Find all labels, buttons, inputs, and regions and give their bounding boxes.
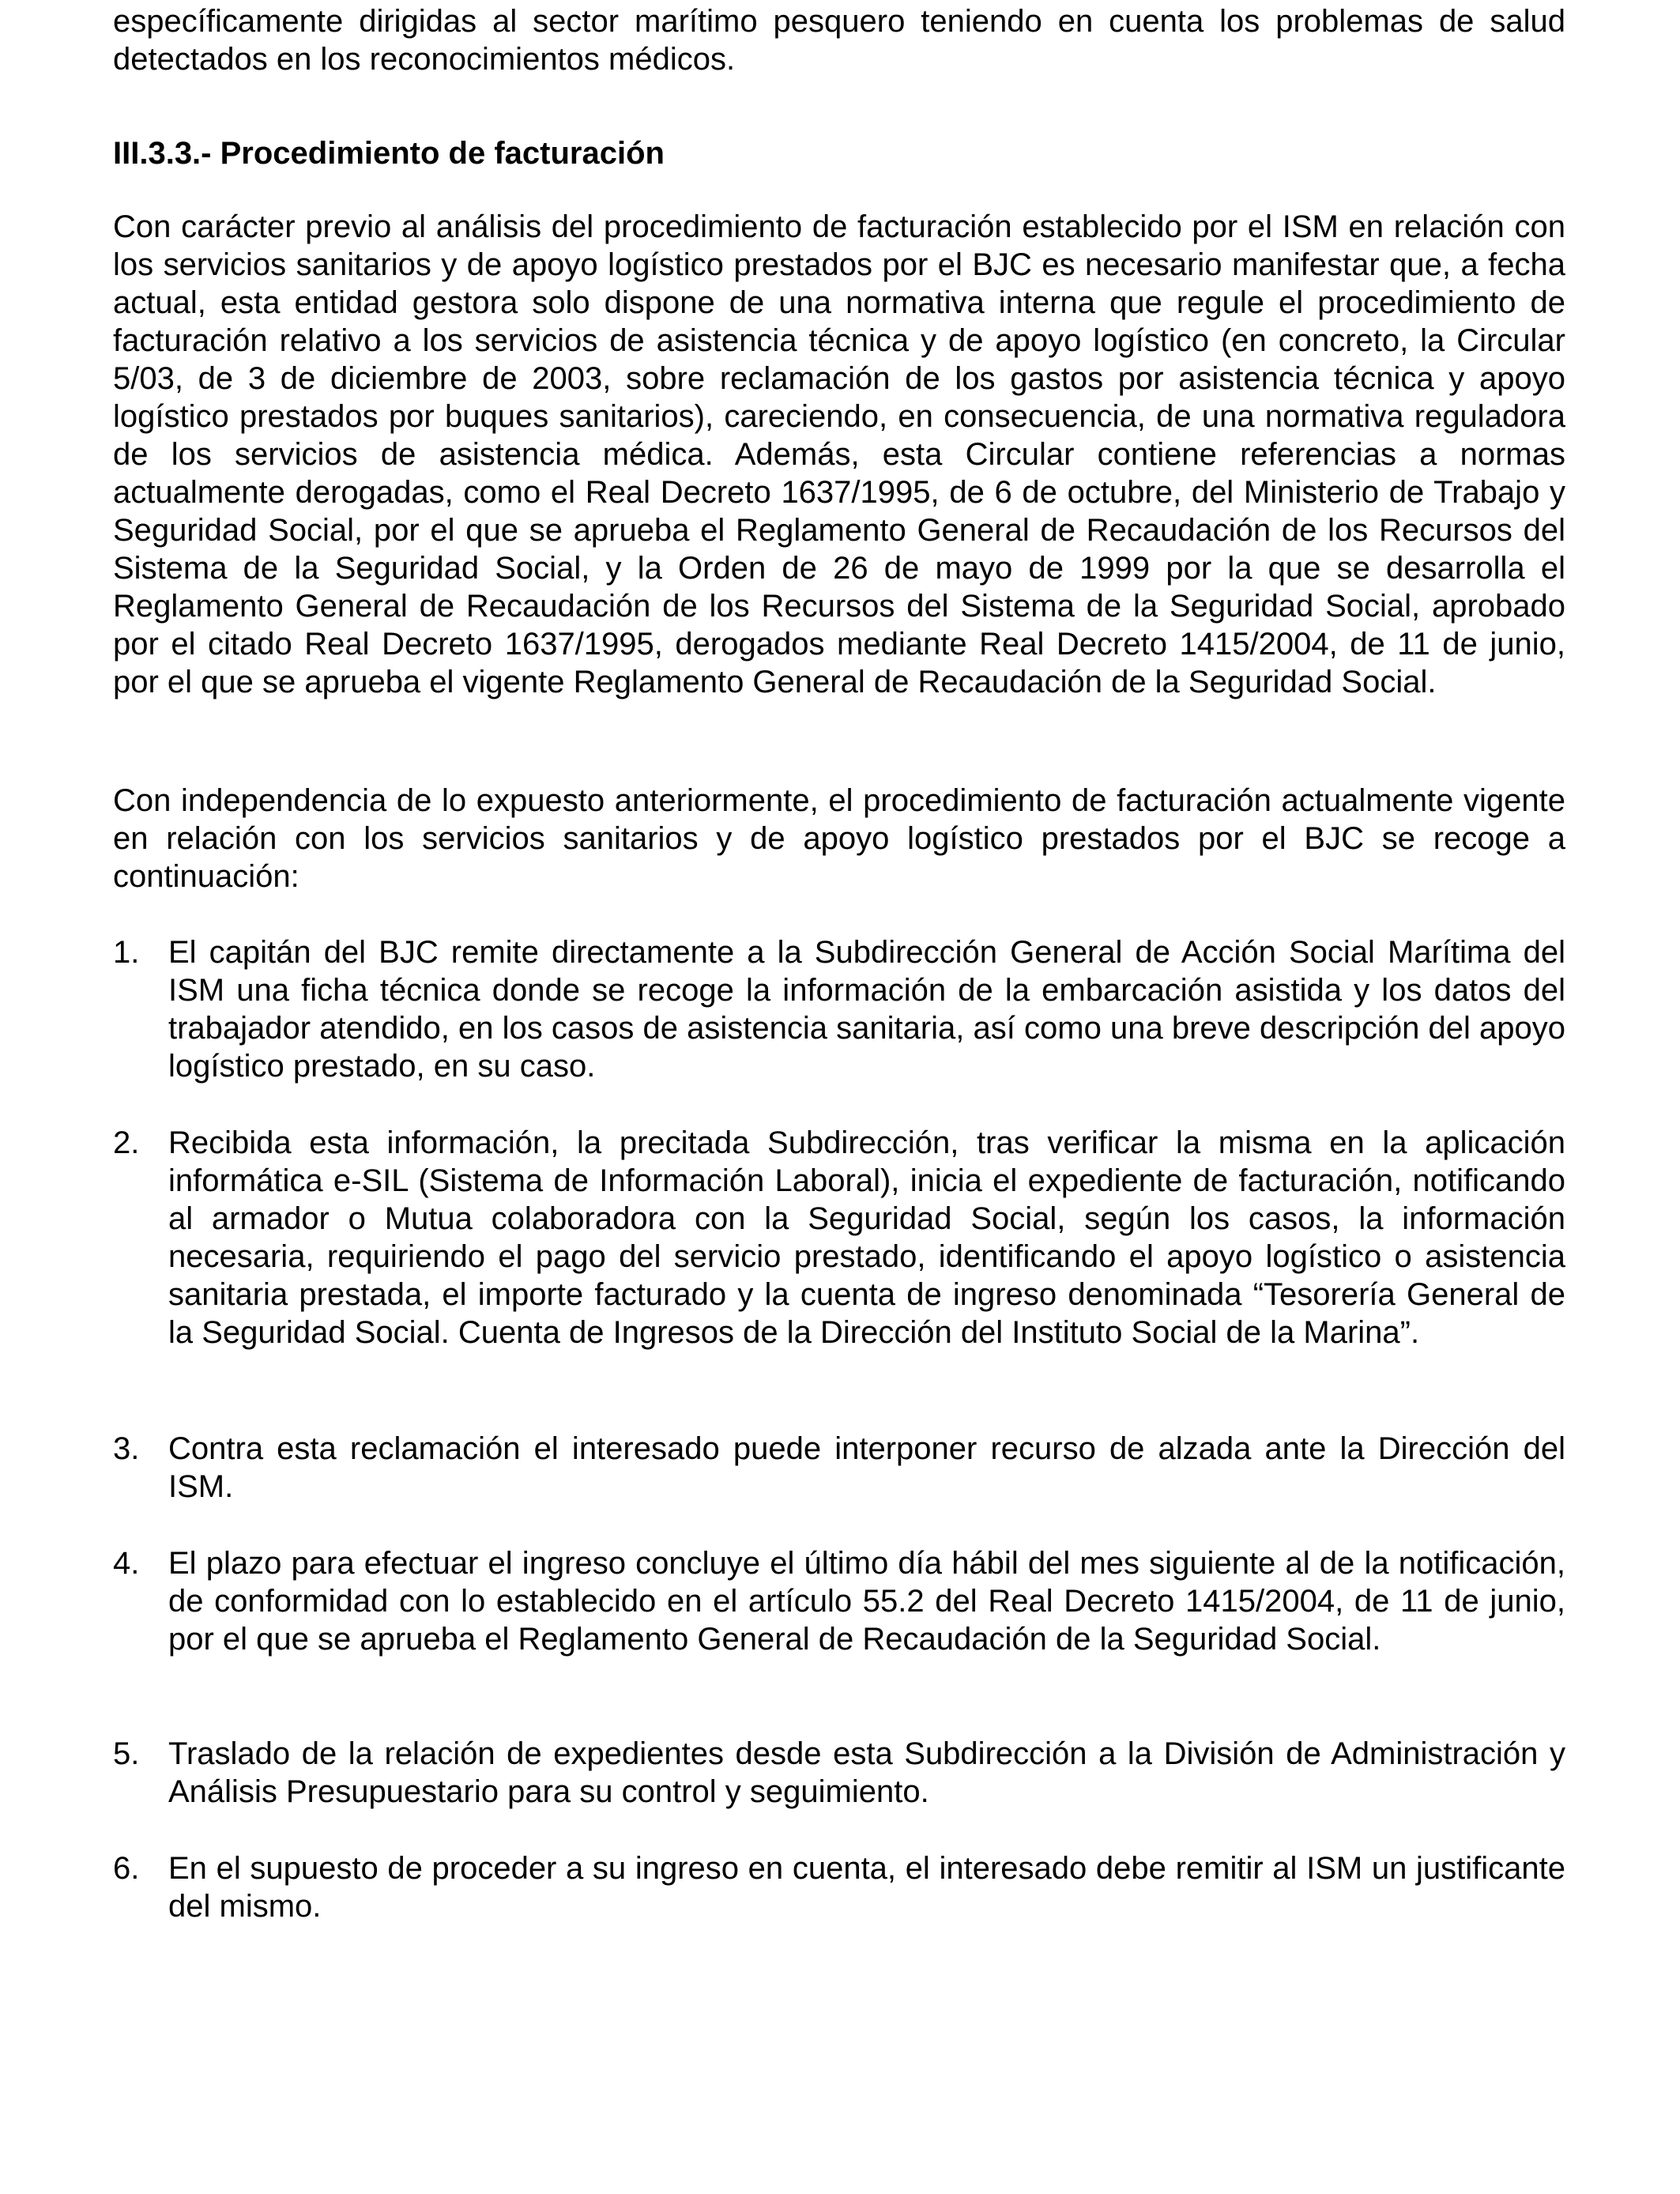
paragraph-procedure: Con independencia de lo expuesto anteriormente, el procedimiento de facturación actualmente vigente en relación con los servicios sanitarios y de apoyo logístico prestados por el BJC se recoge a continuación: xyxy=(113,783,1565,894)
list-item xyxy=(113,1430,1565,1506)
list-item-text: El capitán del BJC remite directamente a la Subdirección General de Acción Social Marítima del ISM una ficha técnica donde se recoge la información de la embarcación asistida y los datos del trabajador atendido, en los casos de asistencia sanitaria, así como una breve descripción del apoyo logístico prestado, en su caso. xyxy=(168,935,1565,1084)
list-item xyxy=(113,933,1565,1085)
list-item xyxy=(113,1849,1565,1925)
list-item-text: El plazo para efectuar el ingreso concluye el último día hábil del mes siguiente al de la notificación, de conformidad con lo establecido en el artículo 55.2 del Real Decreto 1415/2004, de 11 de junio, por el que se aprueba el Reglamento General de Recaudación de la Seguridad Social. xyxy=(168,1546,1565,1657)
list-item-number: 5. xyxy=(113,1736,140,1771)
section-heading: III.3.3.- Procedimiento de facturación xyxy=(113,136,665,171)
list-item xyxy=(113,1735,1565,1811)
paragraph-intro: Con carácter previo al análisis del procedimiento de facturación establecido por el ISM en relación con los servicios sanitarios y de apoyo logístico prestados por el BJC es necesario manifestar que, a fecha actual, esta entidad gestora solo dispone de una normativa interna que regule el procedimiento de facturación relativo a los servicios de asistencia técnica y de apoyo logístico (en concreto, la Circular 5/03, de 3 de diciembre de 2003, sobre reclamación de los gastos por asistencia técnica y apoyo logístico prestados por buques sanitarios), careciendo, en consecuencia, de una normativa reguladora de los servicios de asistencia médica. Además, esta Circular contiene referencias a normas actualmente derogadas, como el Real Decreto 1637/1995, de 6 de octubre, del Ministerio de Trabajo y Seguridad Social, por el que se aprueba el Reglamento General de Recaudación de los Recursos del Sistema de la Seguridad Social, y la Orden de 26 de mayo de 1999 por la que se desarrolla el Reglamento General de Recaudación de los Recursos del Sistema de la Seguridad Social, aprobado por el citado Real Decreto 1637/1995, derogados mediante Real Decreto 1415/2004, de 11 de junio, por el que se aprueba el vigente Reglamento General de Recaudación de la Seguridad Social. xyxy=(113,209,1565,699)
list-item-number: 3. xyxy=(113,1431,140,1466)
list-item-text: En el supuesto de proceder a su ingreso en cuenta, el interesado debe remitir al ISM un justificante del mismo. xyxy=(168,1851,1565,1924)
list-item xyxy=(113,1124,1565,1351)
list-item-number: 6. xyxy=(113,1851,140,1886)
list-item-number: 1. xyxy=(113,935,140,970)
list-item-text: Traslado de la relación de expedientes desde esta Subdirección a la División de Administración y Análisis Presupuestario para su control y seguimiento. xyxy=(168,1736,1565,1809)
list-item xyxy=(113,1544,1565,1658)
list-item-number: 4. xyxy=(113,1546,140,1581)
list-item-number: 2. xyxy=(113,1125,140,1160)
intro-continuation: específicamente dirigidas al sector marítimo pesquero teniendo en cuenta los problemas de salud detectados en los reconocimientos médicos. xyxy=(113,4,1565,77)
list-item-text: Recibida esta información, la precitada Subdirección, tras verificar la misma en la aplicación informática e-SIL (Sistema de Información Laboral), inicia el expediente de facturación, notificando al armador o Mutua colaboradora con la Seguridad Social, según los casos, la información necesaria, requiriendo el pago del servicio prestado, identificando el apoyo logístico o asistencia sanitaria prestada, el importe facturado y la cuenta de ingreso denominada “Tesorería General de la Seguridad Social. Cuenta de Ingresos de la Dirección del Instituto Social de la Marina”. xyxy=(168,1125,1565,1350)
list-item-text: Contra esta reclamación el interesado puede interponer recurso de alzada ante la Dirección del ISM. xyxy=(168,1431,1565,1504)
